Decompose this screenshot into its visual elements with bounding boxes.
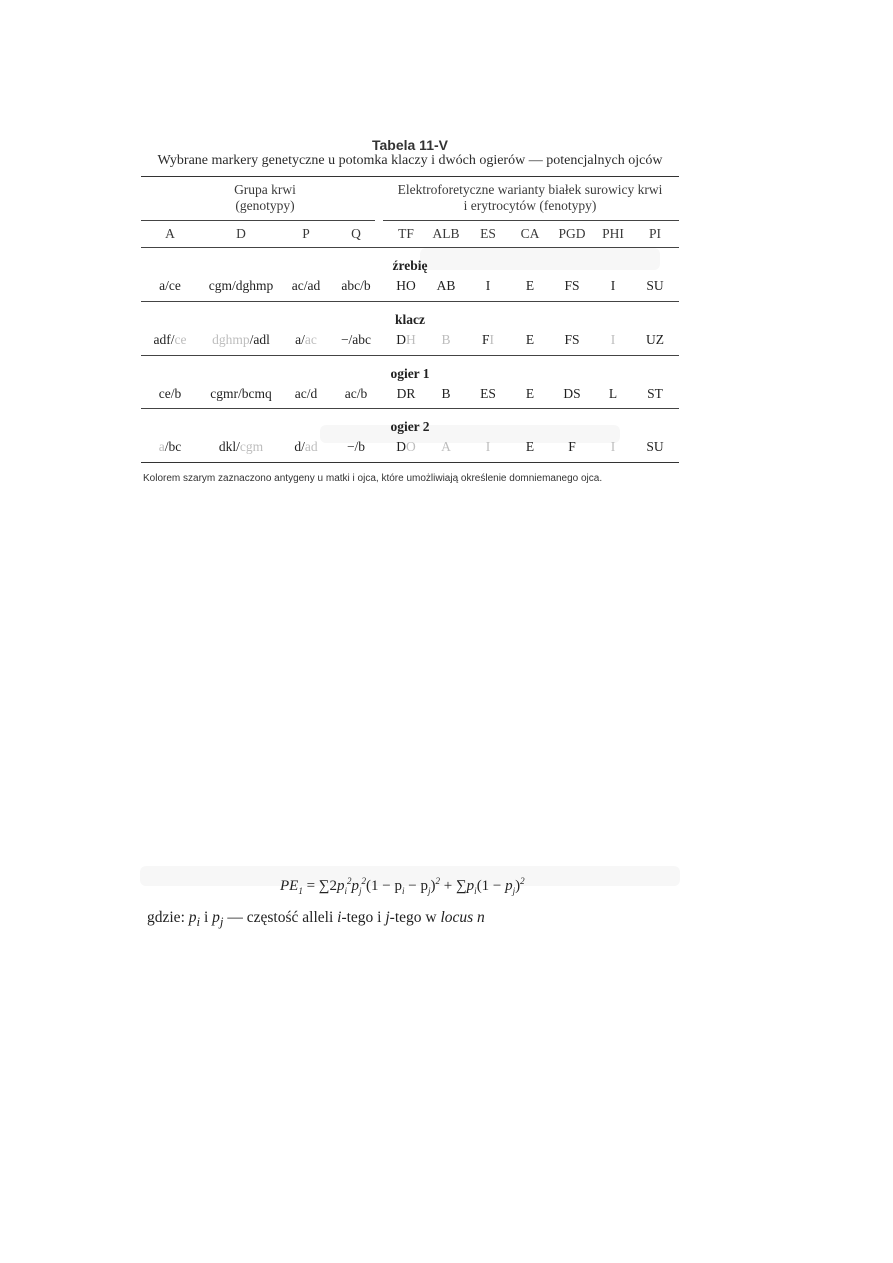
table-cell [526, 332, 534, 348]
table-cell [646, 332, 664, 348]
cell-text: DS [563, 386, 581, 401]
where-prefix: gdzie: [147, 909, 189, 926]
column-header-tf: TF [398, 226, 414, 241]
gray-antigen: dghmp [212, 332, 250, 347]
cell-text: ac/b [344, 386, 368, 401]
gray-antigen: cgm [239, 439, 264, 454]
formula-term1: 2 [329, 878, 337, 894]
formula-sum1: ∑ [318, 878, 330, 894]
where-locus: locus n [440, 909, 485, 926]
group-header-blood-line1: Grupa krwi [234, 182, 296, 197]
cell-text: E [525, 332, 535, 347]
table-cell [441, 332, 450, 348]
formula-rest1: (1 − p [366, 878, 402, 894]
table-cell [526, 386, 534, 402]
cell-text: SU [646, 439, 664, 454]
table-cell [437, 278, 456, 294]
formula-rest2: − p [404, 878, 428, 894]
formula-lhs-sub: 1 [298, 886, 303, 896]
table-cell [480, 386, 496, 402]
table-cell [212, 332, 270, 348]
table-cell [646, 278, 663, 294]
table-cell [210, 386, 271, 402]
cell-text: −/b [346, 439, 366, 454]
group-header-electro-line2: i erytrocytów (fenotypy) [463, 198, 597, 213]
table-title: Tabela 11-V [371, 137, 448, 153]
gray-antigen: A [441, 439, 451, 454]
table-cell [292, 278, 320, 294]
table-cell [159, 386, 182, 402]
section-rule [141, 462, 679, 463]
where-and: i [200, 909, 213, 926]
group-underline-electro [383, 220, 679, 221]
group-header-electro [378, 182, 682, 214]
cell-text: ST [647, 386, 663, 401]
cell-text: E [525, 386, 535, 401]
table-cell [154, 332, 187, 348]
group-header-blood-line2: (genotypy) [235, 198, 295, 213]
group-underline-blood [141, 220, 375, 221]
gray-antigen: ce [174, 332, 187, 347]
table-footnote: Kolorem szarym zaznaczono antygeny u matki i ojca, które umożliwiają określenie domniemanego ojca. [143, 473, 603, 484]
cell-text: adf/ [153, 332, 175, 347]
cell-text: L [608, 386, 618, 401]
table-cell [564, 332, 579, 348]
column-header-es: ES [480, 226, 496, 241]
table-cell [568, 439, 576, 455]
cell-text: cgm/dghmp [208, 278, 274, 293]
section-rule [141, 408, 679, 409]
formula-sum2: ∑ [455, 878, 467, 894]
cell-text: abc/b [341, 278, 371, 293]
cell-text: ES [480, 386, 496, 401]
where-tego2: -tego w [389, 909, 441, 926]
gray-antigen: I [610, 332, 616, 347]
table-cell [396, 439, 416, 455]
formula-pe1: $PE_1 = \sum 2p_i^2p_j^2(1 - p_i - p_j)^2 + \sum p_i(1 - p_j)^2$ [280, 876, 525, 896]
where-tego1: -tego i [341, 909, 386, 926]
table-cell [159, 439, 182, 455]
where-i-word: i [337, 909, 342, 926]
section-label: ogier 1 [390, 366, 430, 381]
table-cell [441, 386, 450, 402]
section-rule [141, 355, 679, 356]
cell-text: cgmr/bcmq [210, 386, 272, 401]
table-cell [486, 439, 491, 455]
group-header-electro-line1: Elektroforetyczne warianty białek surowicy krwi [397, 182, 663, 197]
table-cell [486, 278, 491, 294]
where-j-word: j [385, 909, 390, 926]
table-cell [209, 278, 274, 294]
table-cell [526, 278, 534, 294]
gray-antigen: I [485, 439, 491, 454]
gray-antigen: a [158, 439, 165, 454]
cell-text: d/ [294, 439, 305, 454]
section-label: ogier 2 [390, 419, 430, 434]
table-cell [396, 332, 416, 348]
cell-text: I [485, 278, 491, 293]
cell-text: FS [564, 332, 580, 347]
cell-text: I [610, 278, 616, 293]
table-top-rule [141, 176, 679, 177]
table-cell [295, 332, 317, 348]
table-cell [646, 439, 663, 455]
column-header-ca: CA [520, 226, 540, 241]
cell-text: HO [396, 278, 416, 293]
table-cell [611, 439, 616, 455]
cell-text: F [481, 332, 490, 347]
gray-antigen: O [406, 439, 416, 454]
table-cell [295, 386, 318, 402]
table-cell [564, 278, 579, 294]
table-cell [345, 386, 368, 402]
group-header-blood [190, 182, 340, 214]
where-i-sub: i [196, 914, 201, 930]
column-header-d: D [236, 226, 246, 241]
column-header-pi: PI [648, 226, 662, 241]
cell-text: AB [436, 278, 456, 293]
formula-equals: = [302, 878, 319, 894]
table-cell [397, 386, 416, 402]
section-label: źrebię [392, 258, 428, 273]
section-rule [141, 301, 679, 302]
cell-text: ac/d [294, 386, 318, 401]
header-bottom-rule [141, 247, 679, 248]
cell-text: SU [646, 278, 664, 293]
table-cell [396, 278, 416, 294]
cell-text: F [568, 439, 576, 454]
cell-text: a/ce [159, 278, 181, 293]
gray-antigen: B [441, 332, 451, 347]
column-header-q: Q [351, 226, 361, 241]
gray-antigen: ac [304, 332, 317, 347]
column-header-pgd: PGD [558, 226, 586, 241]
where-j-sub: j [219, 914, 224, 930]
gray-antigen: H [406, 332, 416, 347]
column-header-phi: PHI [602, 226, 624, 241]
table-cell [647, 386, 663, 402]
cell-text: dkl/ [218, 439, 240, 454]
cell-text: /adl [249, 332, 270, 347]
table-cell [294, 439, 317, 455]
table-cell [341, 278, 370, 294]
cell-text: FS [564, 278, 580, 293]
table-cell [159, 278, 181, 294]
table-cell [526, 439, 534, 455]
cell-text: ac/ad [291, 278, 321, 293]
cell-text: a/ [295, 332, 305, 347]
cell-text: D [396, 439, 406, 454]
cell-text: D [396, 332, 406, 347]
where-dash: — częstość alleli [223, 909, 338, 926]
table-cell [609, 386, 617, 402]
cell-text: UZ [646, 332, 664, 347]
formula-rest3: ) [430, 878, 436, 894]
column-header-p: P [302, 226, 310, 241]
formula-explanation: gdzie: $p_i$ i $p_j$ — częstość alleli i-tego i j-tego w locus n [147, 909, 485, 930]
table-cell [611, 332, 616, 348]
cell-text: E [525, 439, 535, 454]
table-cell [219, 439, 263, 455]
table-cell [611, 278, 616, 294]
section-label: klacz [395, 312, 425, 327]
cell-text: −/abc [340, 332, 372, 347]
table-cell [563, 386, 580, 402]
cell-text: B [441, 386, 451, 401]
cell-text: E [525, 278, 535, 293]
where-p: p [188, 909, 197, 926]
column-header-alb: ALB [432, 226, 460, 241]
column-header-a: A [165, 226, 175, 241]
table-cell [341, 332, 371, 348]
table-cell [482, 332, 494, 348]
table-cell [347, 439, 365, 455]
gray-antigen: I [489, 332, 495, 347]
cell-text: /bc [164, 439, 182, 454]
gray-antigen: I [610, 439, 616, 454]
gray-antigen: ad [304, 439, 318, 454]
table-cell [441, 439, 451, 455]
cell-text: DR [396, 386, 416, 401]
table-caption: Wybrane markery genetyczne u potomka klaczy i dwóch ogierów — potencjalnych ojców [157, 153, 663, 168]
formula-lhs: PE [280, 878, 299, 894]
cell-text: ce/b [158, 386, 182, 401]
formula-plus: + [440, 878, 456, 894]
